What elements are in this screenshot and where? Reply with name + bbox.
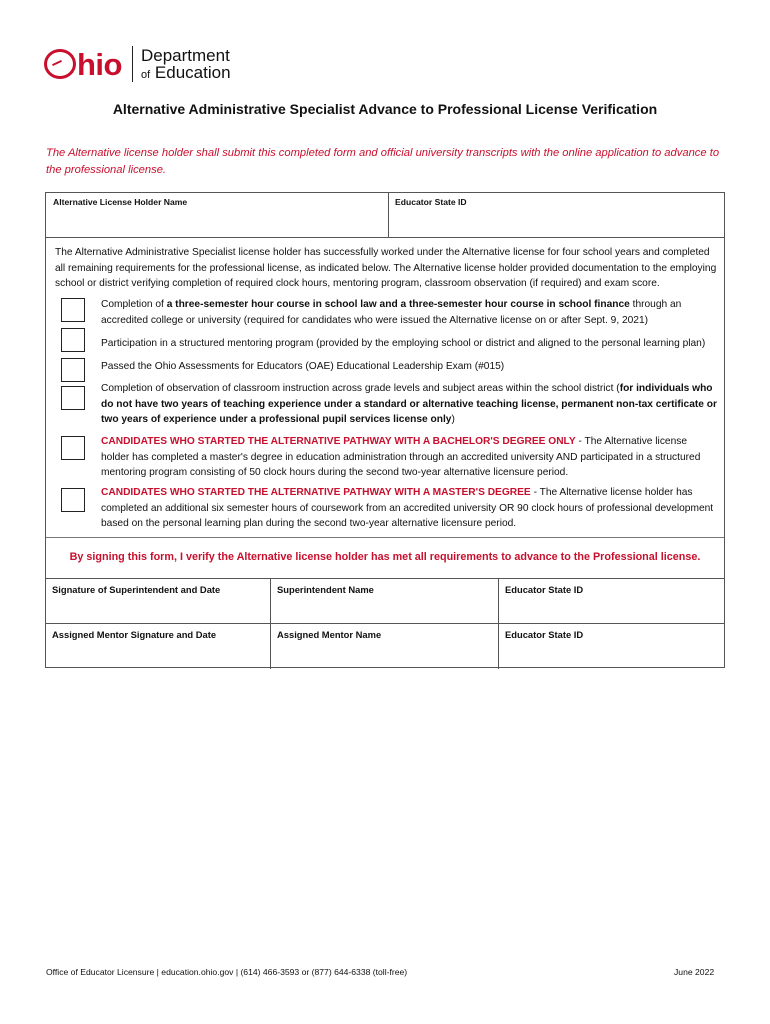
superintendent-signature-field[interactable] <box>46 579 271 624</box>
department-line1: Department <box>141 46 230 65</box>
mentor-name-field[interactable] <box>271 624 499 669</box>
requirement-5-checkbox[interactable] <box>61 436 85 460</box>
footer-date: June 2022 <box>674 967 715 977</box>
requirement-5-text <box>101 434 718 481</box>
ohio-department-of-education-logo <box>44 44 231 84</box>
requirement-1-text <box>101 297 718 328</box>
requirement-4-text <box>101 381 718 428</box>
superintendent-educator-id-field[interactable] <box>499 579 724 624</box>
requirement-1-pre: Completion of <box>101 299 167 310</box>
educator-state-id-label: Educator State ID <box>395 197 467 207</box>
mentor-educator-id-field[interactable] <box>499 624 724 669</box>
mentor-signature-label: Assigned Mentor Signature and Date <box>52 629 217 640</box>
requirement-2-pre: Participation in a structured mentoring program (provided by the employing school or district and aligned to the personal learning plan) <box>101 338 706 349</box>
requirement-1-post: through an accredited college or university (required for candidates who were issued the Alternative license on or after Sept. 9, 2021) <box>101 299 682 326</box>
mentor-name-label: Assigned Mentor Name <box>277 629 382 640</box>
verification-form <box>45 192 725 668</box>
superintendent-signature-label: Signature of Superintendent and Date <box>52 584 221 595</box>
verify-separator <box>46 537 724 538</box>
requirement-1-bold: a three-semester hour course in school law and a three-semester hour course in school finance <box>166 299 630 310</box>
mentor-row <box>46 624 724 669</box>
requirement-2-checkbox[interactable] <box>61 328 85 352</box>
requirement-6-text <box>101 485 718 532</box>
requirement-3-text <box>101 359 718 375</box>
page-title: Alternative Administrative Specialist Advance to Professional License Verification <box>112 101 658 117</box>
department-of: of <box>141 69 151 81</box>
department-line2 <box>141 64 231 81</box>
footer-contact: Office of Educator Licensure | education.ohio.gov | (614) 466-3593 or (877) 644-6338 (toll-free) <box>46 967 408 977</box>
requirement-5-heading: CANDIDATES WHO STARTED THE ALTERNATIVE PATHWAY WITH A BACHELOR'S DEGREE ONLY <box>101 436 576 447</box>
requirement-4-bold: for individuals who do not have two years of teaching experience under a standard or alternative teaching license, permanent non-tax certificate or two years of experience under a professional pupil services license only <box>101 383 717 425</box>
requirements-paragraph: The Alternative Administrative Specialist license holder has successfully worked under the Alternative license for four school years and completed all remaining requirements for the professional license, as indicated below. The Alternative license holder provided documentation to the employing school or district verifying completion of required clock hours, mentoring program, classroom observation (if required) and exam score. <box>55 247 717 289</box>
intro-instructions: The Alternative license holder shall submit this completed form and official university transcripts with the online application to advance to the professional license. <box>46 147 720 176</box>
superintendent-educator-id-label: Educator State ID <box>505 584 584 595</box>
ohio-wordmark-text: hio <box>77 46 122 82</box>
superintendent-name-label: Superintendent Name <box>277 584 374 595</box>
ohio-wordmark <box>44 44 122 84</box>
holder-name-field[interactable] <box>46 193 389 237</box>
mentor-educator-id-label: Educator State ID <box>505 629 584 640</box>
requirement-6-post: - The Alternative license holder has completed an additional six semester hours of coursework from an accredited university OR 90 clock hours of professional development based on the personal learning plan during the second two-year alternative licensure period. <box>101 487 714 529</box>
requirement-4-pre: Completion of observation of classroom instruction across grade levels and subject areas within the school district ( <box>101 383 620 394</box>
department-name <box>141 47 231 81</box>
educator-state-id-field[interactable] <box>389 193 724 237</box>
verify-statement: By signing this form, I verify the Alternative license holder has met all requirements to advance to the Professional license. <box>69 551 701 563</box>
superintendent-name-field[interactable] <box>271 579 499 624</box>
requirement-6-checkbox[interactable] <box>61 488 85 512</box>
signature-table <box>46 578 724 668</box>
superintendent-row <box>46 579 724 624</box>
requirement-5-post: - The Alternative license holder has completed a master's degree in education administration through an accredited university AND participated in a structured mentoring program consisting of 50 clock hours during the second two-year alternative licensure period. <box>101 436 701 478</box>
requirement-2-text <box>101 336 718 352</box>
requirement-6-heading: CANDIDATES WHO STARTED THE ALTERNATIVE PATHWAY WITH A MASTER'S DEGREE <box>101 487 531 498</box>
department-education: Education <box>154 63 231 82</box>
requirement-4-checkbox[interactable] <box>61 386 85 410</box>
mentor-signature-field[interactable] <box>46 624 271 669</box>
requirement-3-pre: Passed the Ohio Assessments for Educators (OAE) Educational Leadership Exam (#015) <box>101 361 505 372</box>
holder-info-row <box>46 193 724 238</box>
holder-name-label: Alternative License Holder Name <box>53 197 188 207</box>
requirement-1-checkbox[interactable] <box>61 298 85 322</box>
ohio-o-icon <box>44 49 76 79</box>
requirement-4-post: ) <box>451 414 455 425</box>
logo-divider <box>132 46 133 82</box>
requirement-3-checkbox[interactable] <box>61 358 85 382</box>
